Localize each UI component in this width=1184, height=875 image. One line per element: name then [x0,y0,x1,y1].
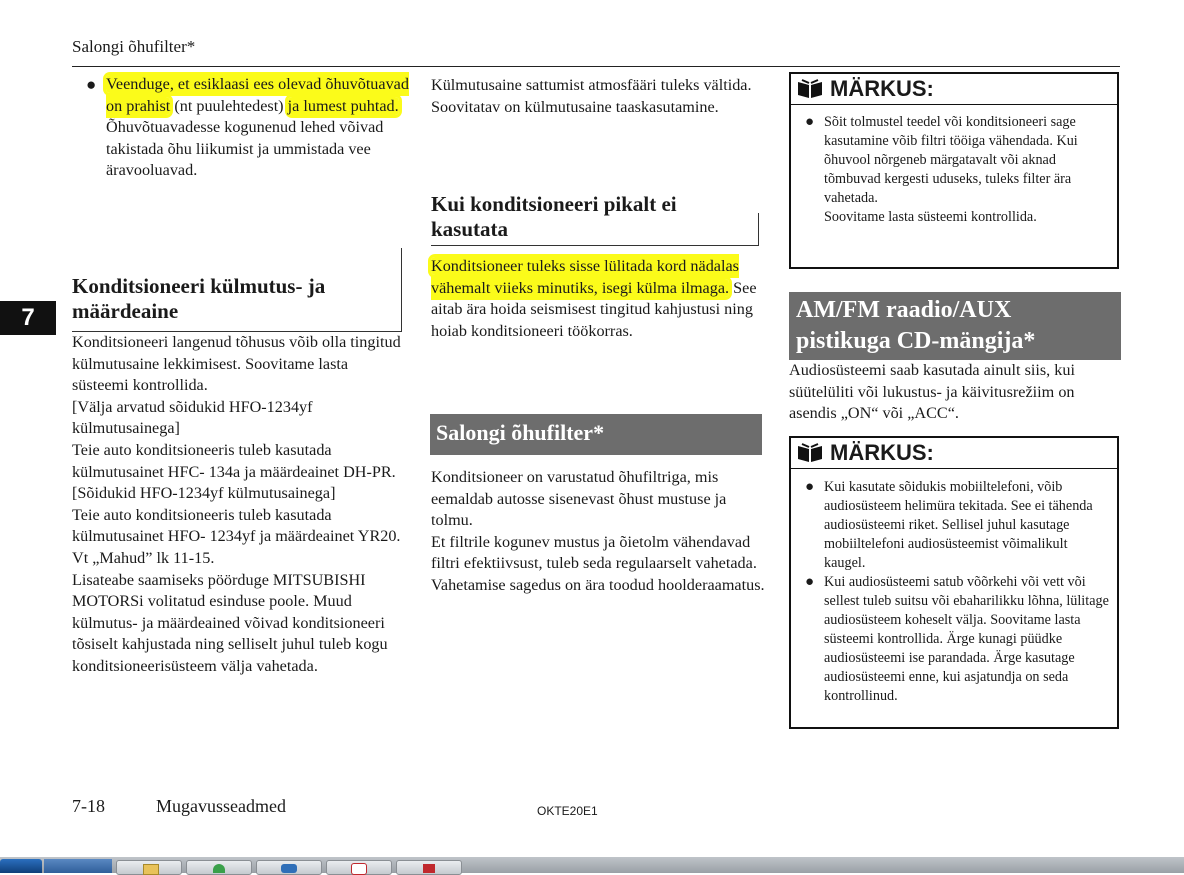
highlighted-text: ja lumest puhtad. [287,96,399,115]
chapter-name: Mugavusseadmed [156,796,286,816]
doc-code: OKTE20E1 [537,804,598,818]
section-title-refrigerant: Konditsioneeri külmutus- ja määrdeaine [72,274,326,323]
body-paragraph: Konditsioneer on varustatud õhufiltriga, mis eemaldab autosse sisenevast õhust mustuse ja tolmu. [431,468,727,530]
body-paragraph: Lisateabe saamiseks pöörduge MITSUBISHI MOTORSi volitatud esinduse poole. Muud külmutus- ja määrdeained võivad konditsioneeri tõsiselt kahjustada ning selliselt juhul tuleb kogu konditsioneerisüsteem välja vahetada. [72,570,388,675]
body-paragraph: Et filtrile kogunev mustus ja õietolm vähendavad filtri efektiivsust, tuleb seda regulaarselt vahetada. Vahetamise sagedus on ära toodud hoolderaamatus. [431,532,765,594]
note-book-icon [796,78,824,100]
note-box-1 [789,72,1119,269]
note-header [791,74,1117,105]
running-header: Salongi õhufilter* [72,37,196,56]
bullet-icon: ● [86,75,97,94]
note-item [805,113,1111,227]
section-title-radio [789,292,1121,360]
note-item-text: Kui kasutate sõidukis mobiiltelefoni, võib audiosüsteem helimüra tekitada. See ei tähenda audiosüsteemi riket. Sellisel juhul kasutage mobiiltelefoni audiosüsteemist võimalikult kaugel. [824,479,1093,571]
start-orb-icon[interactable] [0,859,42,873]
section-title-unused: Kui konditsioneeri pikalt ei kasutata [431,192,677,241]
page-number: 7-18 [72,796,105,816]
body-paragraph: Teie auto konditsioneeris tuleb kasutada külmutusainet HFO- 1234yf ja määrdeainet YR20. Vt „Mahud” lk 11-15. [72,505,401,567]
bullet-icon: ● [805,479,815,495]
note-item-text: Kui audiosüsteemi satub võõrkehi või vett või sellest tuleb suitsu või ebaharilikku lõhna, lülitage audiosüsteem koheselt välja. Soovitame lasta süsteemi kontrollida. Ärge kunagi püüdke audiosüsteemi ise parandada. Ärge kasutage audiosüsteemi enne, kui asjatundja on seda kontrollinud. [824,574,1109,704]
note-title: MÄRKUS: [830,76,934,101]
col2-heading-rule [758,213,759,246]
note-item-text: Sõit tolmustel teedel või konditsioneeri sage kasutamine võib filtri tööiga vähendada. Kui õhuvool nõrgeneb märgatavalt või aknad tõmbuvad kergesti uduseks, tuleks filter ära vahetada. Soovitame lasta süsteemi kontrollida. [824,114,1078,225]
note-item [805,478,1111,573]
radio-title-line2: pistikuga CD-mängija* [796,328,1036,354]
col2-heading-underline [431,245,759,246]
body-paragraph: [Sõidukid HFO-1234yf külmutusainega] [72,484,336,503]
note-title: MÄRKUS: [830,440,934,465]
note-items [791,469,1117,706]
col1-body [72,332,406,678]
col2-filter-body [431,467,765,597]
text-run: (nt puulehtedest) [170,96,288,115]
bullet-text [106,74,412,182]
note-book-icon [796,442,824,464]
col2-top-body [431,75,761,118]
highlighted-text: Konditsioneer tuleks sisse lülitada kord nädalas vähemalt viieks minutiks, isegi külma ilmaga. [431,257,739,297]
bullet-icon: ● [805,114,815,130]
col1-bullet [86,74,412,182]
text-run: Õhuvõtuavadesse kogunenud lehed võivad takistada õhu liikumist ja ummistada vee äravooluavad. [106,118,384,180]
note-box-2 [789,436,1119,729]
col1-heading-rule [401,248,402,332]
body-paragraph: Teie auto konditsioneeris tuleb kasutada külmutusainet HFC- 134a ja määrdeainet DH-PR. [72,440,396,481]
taskbar [0,857,1184,873]
col2-unused-body [431,256,765,342]
chapter-tab: 7 [0,301,56,335]
radio-title-line1: AM/FM raadio/AUX [796,297,1012,323]
note-item [805,573,1111,706]
text-run: See aitab ära hoida seismisest tingitud kahjustusi ning hoiab konditsioneeri töökorras. [431,278,757,340]
body-paragraph: Konditsioneeri langenud tõhusus võib olla tingitud külmutusaine lekkimisest. Soovitame lasta süsteemi kontrollida. [72,333,401,395]
body-paragraph: [Välja arvatud sõidukid HFO-1234yf külmutusainega] [72,397,313,438]
bullet-icon: ● [805,574,815,590]
highlighted-text: Veenduge, et esiklaasi ees olevad õhuvõtuavad on prahist [106,75,409,115]
taskbar-separator [44,859,112,873]
body-paragraph: Soovitatav on külmutusaine taaskasutamine. [431,97,719,116]
body-paragraph: Külmutusaine sattumist atmosfääri tuleks vältida. [431,76,752,94]
section-title-cabin-filter: Salongi õhufilter* [430,414,762,455]
note-items [791,105,1117,227]
radio-body: Audiosüsteemi saab kasutada ainult siis, kui süütelüliti või lukustus- ja käivitusrežiim on asendis „ON“ või „ACC“. [789,361,1075,423]
note-header [791,438,1117,469]
header-rule [72,66,1120,67]
